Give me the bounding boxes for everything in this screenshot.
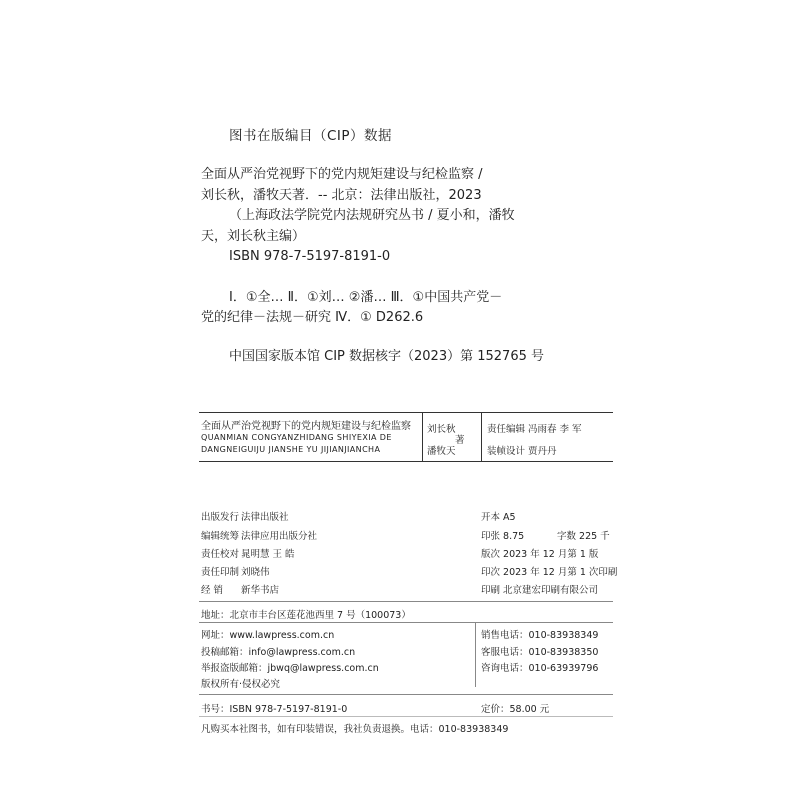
piracy-email: 举报盗版邮箱：jbwq@lawpress.com.cn xyxy=(201,663,379,674)
pub-row xyxy=(201,564,270,578)
pub-value: 法律应用出版分社 xyxy=(241,531,318,542)
pub-value: 新华书店 xyxy=(241,585,280,596)
cip-number: 中国国家版本馆 CIP 数据核字（2023）第 152765 号 xyxy=(229,348,544,364)
pub-row xyxy=(201,528,317,542)
author-name: 潘牧天 xyxy=(427,446,456,457)
cip-line: 党的纪律－法规－研究 Ⅳ．① D262.6 xyxy=(201,310,424,325)
sheet-info: 印张 8.75 xyxy=(481,531,525,542)
edition-info: 版次 2023 年 12 月第 1 版 xyxy=(481,549,599,560)
format-info: 开本 A5 xyxy=(481,512,516,523)
banner-title: 全面从严治党视野下的党内规矩建设与纪检监察 xyxy=(201,421,411,432)
address: 地址：北京市丰台区莲花池西里 7 号（100073） xyxy=(201,610,411,621)
pub-row xyxy=(201,582,279,596)
divider xyxy=(199,622,613,623)
editor-credit: 责任编辑 冯雨春 李 军 xyxy=(487,424,582,435)
divider xyxy=(199,601,613,602)
pub-value: 晁明慧 王 皓 xyxy=(241,549,295,560)
designer-credit: 装帧设计 贾丹丹 xyxy=(487,446,557,457)
pub-label: 出版发行 xyxy=(201,512,240,523)
pub-value: 法律出版社 xyxy=(241,512,289,523)
cip-line: （上海政法学院党内法规研究丛书 / 夏小和，潘牧 xyxy=(229,208,515,223)
website: 网址：www.lawpress.com.cn xyxy=(201,630,335,641)
pub-label: 经 销 xyxy=(201,585,224,596)
cip-isbn: ISBN 978-7-5197-8191-0 xyxy=(229,249,391,264)
inquiry-phone: 咨询电话：010-63939796 xyxy=(481,663,599,674)
service-phone: 客服电话：010-83938350 xyxy=(481,647,599,658)
copyright-notice: 版权所有·侵权必究 xyxy=(201,679,281,690)
cip-line: 全面从严治党视野下的党内规矩建设与纪检监察 / xyxy=(201,167,483,182)
author-role: 著 xyxy=(455,435,465,446)
divider xyxy=(481,413,482,461)
cip-line: Ⅰ．①全… Ⅱ．①刘… ②潘… Ⅲ．①中国共产党－ xyxy=(229,289,503,305)
pub-label: 责任印制 xyxy=(201,567,240,578)
word-count: 字数 225 千 xyxy=(557,531,610,542)
submission-email: 投稿邮箱：info@lawpress.com.cn xyxy=(201,647,356,658)
printer-info: 印刷 北京建宏印刷有限公司 xyxy=(481,585,599,596)
cip-line: 天，刘长秋主编） xyxy=(201,228,306,244)
divider xyxy=(199,716,613,717)
pub-row xyxy=(201,509,289,523)
cip-line: 刘长秋，潘牧天著．-- 北京：法律出版社，2023 xyxy=(201,187,482,203)
pub-value: 刘晓伟 xyxy=(241,567,270,578)
cip-record xyxy=(201,165,581,367)
banner-pinyin: DANGNEIGUIJU JIANSHE YU JIJIANJIANCHA xyxy=(201,445,381,454)
sales-phone: 销售电话：010-83938349 xyxy=(481,630,599,641)
pub-label: 编辑统筹 xyxy=(201,531,240,542)
printing-info: 印次 2023 年 12 月第 1 次印刷 xyxy=(481,567,618,578)
pub-label: 责任校对 xyxy=(201,549,240,560)
divider xyxy=(475,622,476,687)
author-name: 刘长秋 xyxy=(427,424,456,435)
price: 定价：58.00 元 xyxy=(481,704,550,715)
divider xyxy=(199,694,613,695)
divider xyxy=(422,413,423,461)
pub-row xyxy=(201,546,295,560)
banner-pinyin: QUANMIAN CONGYANZHIDANG SHIYEXIA DE xyxy=(201,433,392,442)
book-banner xyxy=(199,412,613,462)
cip-title: 图书在版编目（CIP）数据 xyxy=(229,128,393,144)
book-number: 书号：ISBN 978-7-5197-8191-0 xyxy=(201,704,348,715)
return-notice: 凡购买本社图书，如有印装错误，我社负责退换。电话：010-83938349 xyxy=(201,724,509,735)
